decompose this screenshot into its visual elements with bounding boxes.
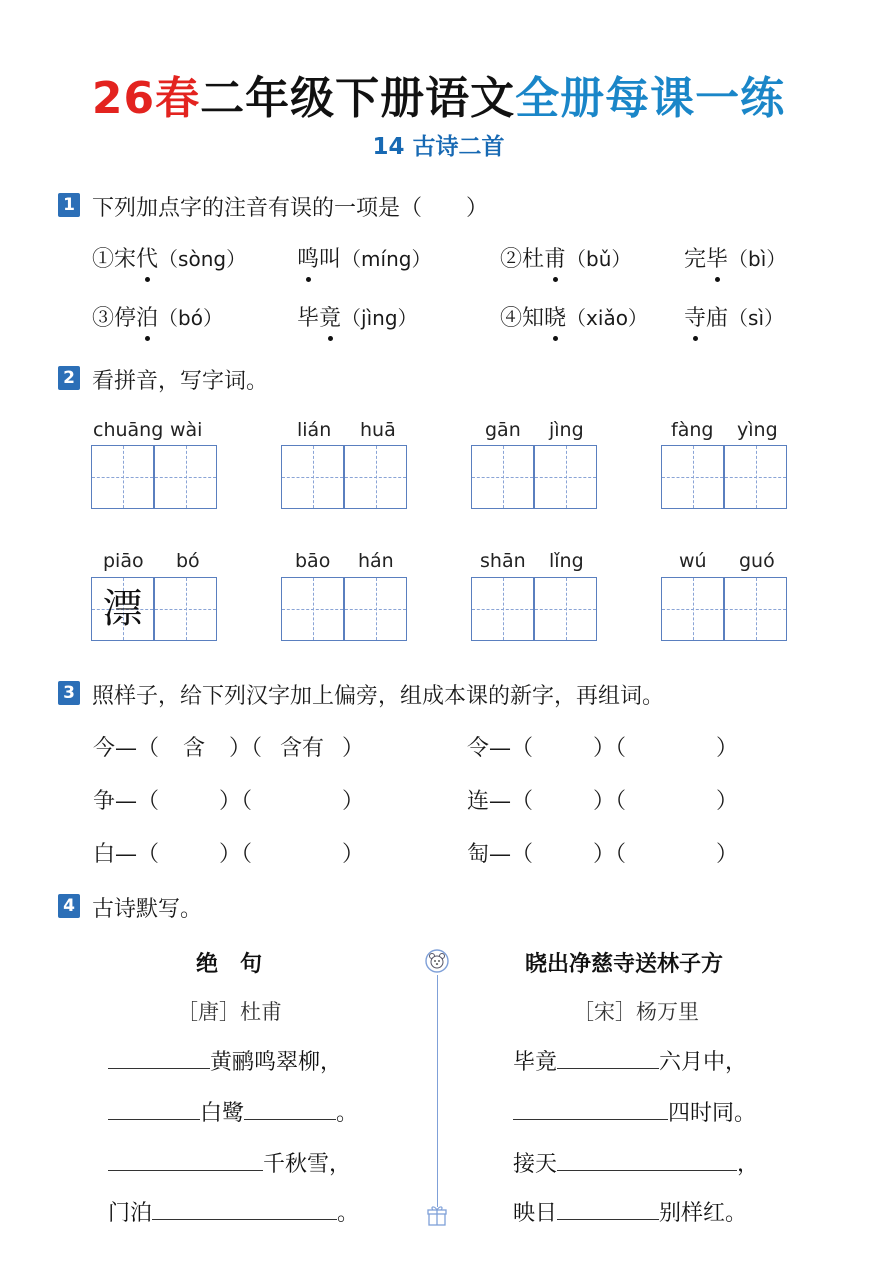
question-3-text: 照样子，给下列汉字加上偏旁，组成本课的新字，再组词。	[92, 684, 665, 709]
answer-blank[interactable]	[557, 1149, 737, 1171]
dotted-char: 代	[136, 242, 158, 273]
writing-box[interactable]	[534, 445, 597, 509]
q3-row-2-right: 连—（ ）（ ）	[467, 789, 739, 814]
answer-blank[interactable]	[244, 1098, 336, 1120]
poem-2-title: 晓出净慈寺送林子方	[525, 951, 724, 977]
writing-box[interactable]	[661, 445, 724, 509]
writing-box[interactable]	[281, 445, 344, 509]
pinyin-label: huā	[360, 419, 396, 441]
pinyin-label: jìng	[549, 419, 584, 441]
writing-box[interactable]	[281, 577, 344, 641]
poem-1-line-2: 白鹭 。	[108, 1096, 358, 1127]
writing-box[interactable]	[344, 445, 407, 509]
poem-1-title: 绝 句	[196, 951, 263, 977]
poem-2-line-1: 毕竟 六月中，	[513, 1045, 747, 1076]
answer-blank[interactable]	[108, 1149, 263, 1171]
title-series: 全册每课一练	[515, 73, 786, 124]
pinyin-label: piāo	[103, 550, 144, 572]
writing-box[interactable]	[154, 577, 217, 641]
pinyin-label: gān	[485, 419, 521, 441]
poem-1-line-4: 门泊 。	[108, 1196, 359, 1227]
pinyin-label: bó	[176, 550, 200, 572]
q3-row-1-right: 令—（ ）（ ）	[467, 736, 739, 761]
pinyin-label: wú	[679, 550, 707, 572]
q3-row-1-left: 今—（ 含 ）（ 含有 ）	[93, 731, 364, 762]
q1-option-2b: 完毕（bì）	[684, 242, 786, 273]
poem-2-line-4: 映日 别样红。	[513, 1196, 747, 1227]
writing-box[interactable]	[724, 577, 787, 641]
answer-blank[interactable]: 含	[183, 736, 206, 761]
writing-box[interactable]	[661, 577, 724, 641]
poem-1-line-1: 黄鹂鸣翠柳，	[108, 1045, 342, 1076]
question-4-number: 4	[58, 894, 80, 918]
pinyin-label: lián	[297, 419, 332, 441]
poem-1-line-3: 千秋雪，	[108, 1147, 351, 1178]
pinyin-label: yìng	[737, 419, 778, 441]
gift-icon	[427, 1205, 447, 1227]
answer-blank[interactable]	[108, 1098, 200, 1120]
question-2-text: 看拼音，写字词。	[92, 369, 269, 394]
writing-box[interactable]	[471, 445, 534, 509]
q1-option-4a: ④知晓（xiǎo）	[500, 301, 648, 332]
q1-option-1b: 鸣叫（míng）	[297, 242, 431, 273]
pinyin-label: bāo	[295, 550, 331, 572]
poem-1-author: ［唐］杜甫	[177, 1000, 282, 1024]
q1-option-3a: ③停泊（bó）	[92, 301, 223, 332]
question-3-number: 3	[58, 681, 80, 705]
q1-option-3b: 毕竟（jìng）	[297, 301, 418, 332]
dotted-char: 甫	[544, 242, 566, 273]
dotted-char: 泊	[136, 301, 158, 332]
dotted-char: 鸣	[297, 242, 319, 273]
writing-box[interactable]	[724, 445, 787, 509]
writing-box[interactable]	[344, 577, 407, 641]
writing-box[interactable]	[471, 577, 534, 641]
worksheet-title	[0, 62, 877, 126]
lesson-title: 14 古诗二首	[372, 134, 505, 160]
q1-option-4b: 寺庙（sì）	[684, 301, 784, 332]
poem-divider	[437, 975, 438, 1207]
pinyin-label: chuāng	[93, 419, 164, 441]
q1-option-1a: ①宋代（sòng）	[92, 242, 246, 273]
question-1-number: 1	[58, 193, 80, 217]
poem-2-author: ［宋］杨万里	[573, 1000, 699, 1024]
q3-row-2-left: 争—（ ）（ ）	[93, 789, 365, 814]
pinyin-label: guó	[739, 550, 775, 572]
writing-box[interactable]	[154, 445, 217, 509]
answer-blank[interactable]	[152, 1198, 337, 1220]
title-grade: 二年级下册语文	[200, 73, 516, 124]
dotted-char: 寺	[684, 301, 706, 332]
writing-box[interactable]	[91, 445, 154, 509]
answer-blank[interactable]	[557, 1198, 659, 1220]
answer-blank[interactable]	[108, 1047, 210, 1069]
poem-2-line-3: 接天 ，	[513, 1147, 759, 1178]
pinyin-label: hán	[358, 550, 394, 572]
q3-row-3-left: 白—（ ）（ ）	[93, 842, 365, 867]
bear-balloon-icon	[425, 948, 449, 974]
question-2-number: 2	[58, 366, 80, 390]
pinyin-label: lǐng	[549, 550, 584, 572]
question-4-text: 古诗默写。	[92, 897, 203, 922]
writing-box[interactable]: 漂	[91, 577, 154, 641]
pinyin-label: wài	[170, 419, 203, 441]
writing-box[interactable]	[534, 577, 597, 641]
answer-blank[interactable]	[513, 1098, 668, 1120]
q3-row-3-right: 匋—（ ）（ ）	[467, 842, 739, 867]
dotted-char: 毕	[706, 242, 728, 273]
answer-blank[interactable]: 含有	[280, 736, 325, 761]
dotted-char: 晓	[544, 301, 566, 332]
answer-blank[interactable]	[557, 1047, 659, 1069]
q1-option-2a: ②杜甫（bǔ）	[500, 242, 631, 273]
pinyin-label: shān	[480, 550, 526, 572]
dotted-char: 竟	[319, 301, 341, 332]
title-term: 26春	[91, 73, 201, 124]
poem-2-line-2: 四时同。	[513, 1096, 756, 1127]
pinyin-label: fàng	[671, 419, 714, 441]
question-1-text: 下列加点字的注音有误的一项是（ ）	[92, 196, 489, 221]
